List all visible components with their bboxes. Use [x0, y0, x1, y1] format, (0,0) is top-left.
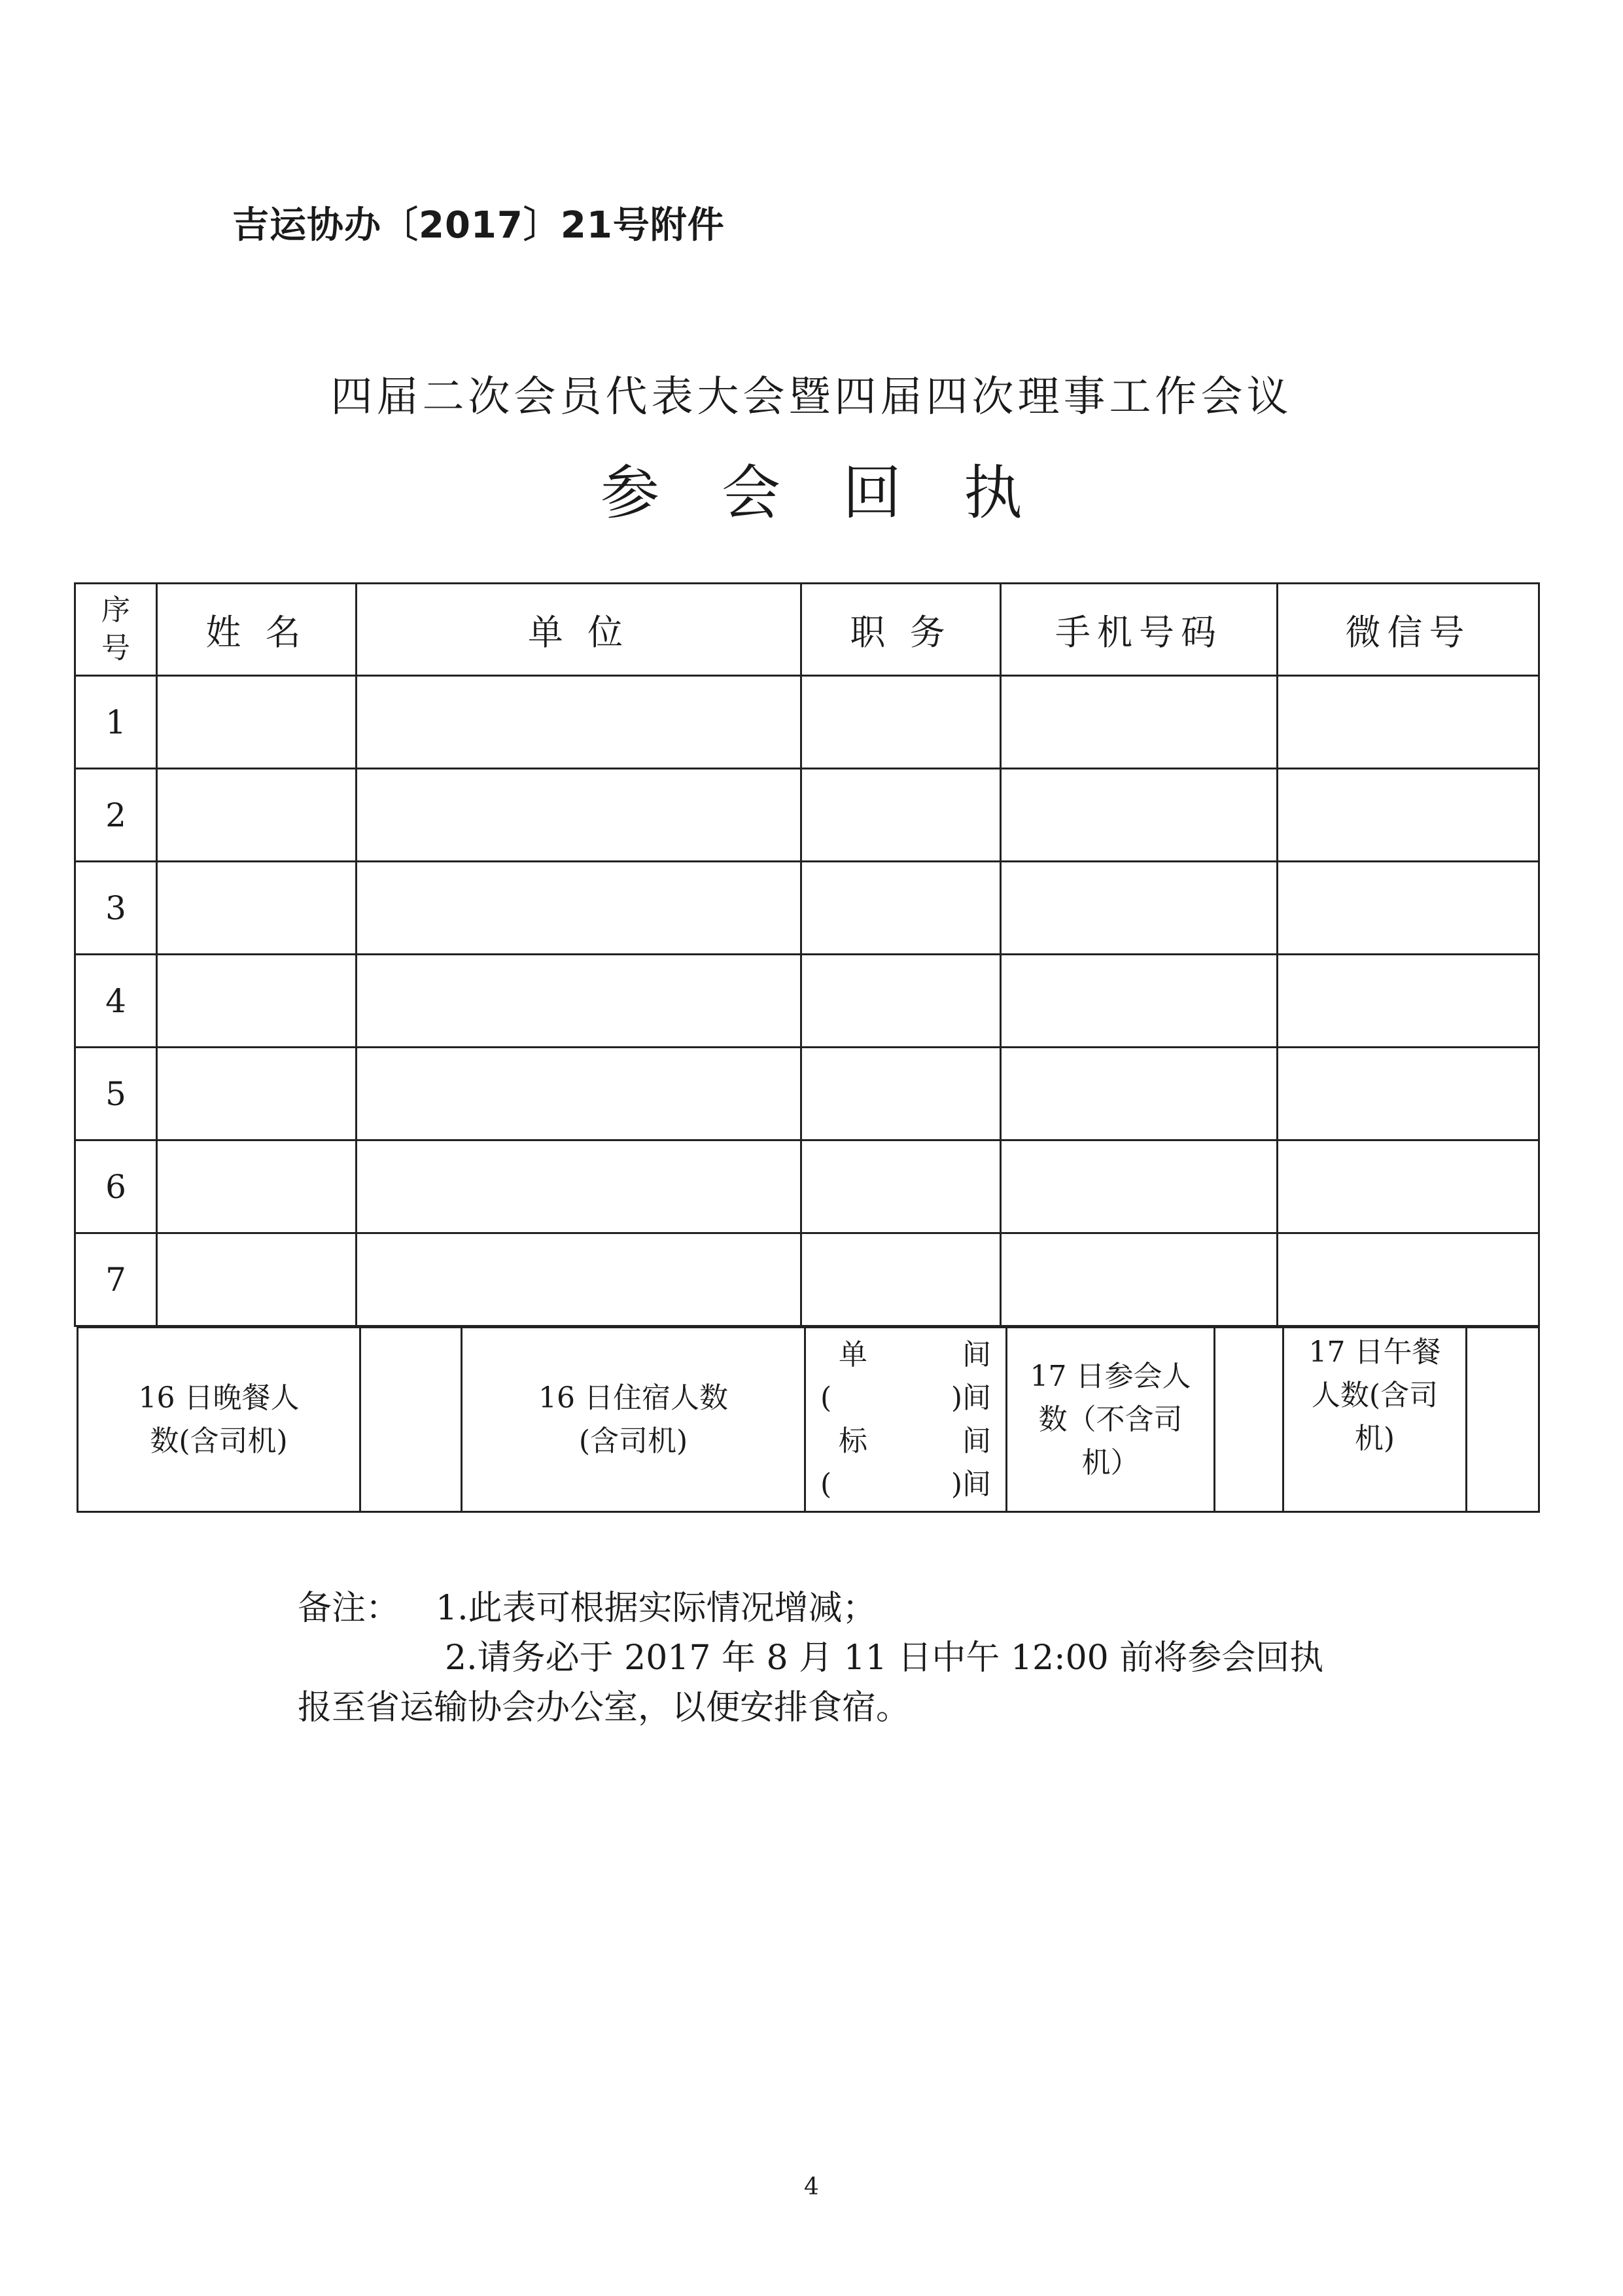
- attend-17-line1: 17 日参会人: [1030, 1359, 1191, 1393]
- table-header-row: [75, 584, 1539, 676]
- wechat-cell[interactable]: [1278, 769, 1539, 862]
- unit-cell[interactable]: [357, 1048, 801, 1140]
- phone-cell[interactable]: [1001, 769, 1278, 862]
- notes-item1: 1.此表可根据实际情况增减；: [436, 1589, 877, 1628]
- page-number: 4: [804, 2174, 819, 2200]
- table-row: [75, 955, 1539, 1048]
- row-number: 7: [75, 1233, 157, 1326]
- row-number: 6: [75, 1140, 157, 1233]
- lunch-17-count-cell[interactable]: [1467, 1328, 1539, 1512]
- dinner-16-line1: 16 日晚餐人: [138, 1381, 300, 1415]
- notes-item2-cont: 报至省运输协会办公室，以便安排食宿。: [298, 1688, 911, 1727]
- attend-17-count-cell[interactable]: [1215, 1328, 1283, 1512]
- header-phone: 手机号码: [1001, 584, 1278, 676]
- summary-row: [78, 1328, 1539, 1512]
- position-cell[interactable]: [801, 955, 1001, 1048]
- row-number: 1: [75, 676, 157, 769]
- unit-cell[interactable]: [357, 1140, 801, 1233]
- lodging-16-line2: (含司机): [578, 1424, 688, 1458]
- table-row: [75, 769, 1539, 862]
- header-seq-bottom: 号: [101, 631, 130, 665]
- room-single-count-row: [806, 1377, 1005, 1420]
- phone-cell[interactable]: [1001, 676, 1278, 769]
- phone-cell[interactable]: [1001, 1140, 1278, 1233]
- room-single-count-a: (: [820, 1381, 832, 1415]
- dinner-16-label: [78, 1328, 360, 1512]
- name-cell[interactable]: [157, 1233, 357, 1326]
- registration-table: [74, 582, 1540, 1327]
- table-row: [75, 1048, 1539, 1140]
- dinner-16-count-cell[interactable]: [360, 1328, 462, 1512]
- document-subtitle: 参会回执: [601, 459, 1085, 527]
- wechat-cell[interactable]: [1278, 955, 1539, 1048]
- table-row: [75, 1140, 1539, 1233]
- wechat-cell[interactable]: [1278, 1048, 1539, 1140]
- name-cell[interactable]: [157, 769, 357, 862]
- name-cell[interactable]: [157, 955, 357, 1048]
- attachment-label: 吉运协办〔2017〕21号附件: [232, 204, 725, 247]
- position-cell[interactable]: [801, 862, 1001, 955]
- wechat-cell[interactable]: [1278, 1140, 1539, 1233]
- row-number: 2: [75, 769, 157, 862]
- row-number: 3: [75, 862, 157, 955]
- room-type-cell[interactable]: [805, 1328, 1007, 1512]
- lodging-16-line1: 16 日住宿人数: [538, 1381, 728, 1415]
- position-cell[interactable]: [801, 676, 1001, 769]
- unit-cell[interactable]: [357, 769, 801, 862]
- header-seq-top: 序: [101, 593, 130, 627]
- header-wechat: 微信号: [1278, 584, 1539, 676]
- attend-17-label: [1007, 1328, 1215, 1512]
- unit-cell[interactable]: [357, 1233, 801, 1326]
- header-name: 姓 名: [157, 584, 357, 676]
- position-cell[interactable]: [801, 1140, 1001, 1233]
- attend-17-line3: 机）: [1081, 1445, 1140, 1479]
- wechat-cell[interactable]: [1278, 676, 1539, 769]
- name-cell[interactable]: [157, 862, 357, 955]
- summary-table: [77, 1326, 1540, 1513]
- name-cell[interactable]: [157, 1048, 357, 1140]
- position-cell[interactable]: [801, 1048, 1001, 1140]
- notes-label: 备注：: [298, 1589, 400, 1628]
- lunch-17-line1: 17 日午餐: [1308, 1335, 1441, 1369]
- position-cell[interactable]: [801, 769, 1001, 862]
- lodging-16-label: [462, 1328, 805, 1512]
- phone-cell[interactable]: [1001, 1233, 1278, 1326]
- room-single-row: [806, 1333, 1005, 1377]
- lunch-17-label: [1283, 1328, 1467, 1512]
- phone-cell[interactable]: [1001, 955, 1278, 1048]
- table-row: [75, 1233, 1539, 1326]
- header-seq: [75, 584, 157, 676]
- unit-cell[interactable]: [357, 862, 801, 955]
- document-title: 四届二次会员代表大会暨四届四次理事工作会议: [330, 373, 1293, 421]
- room-std-row: [806, 1420, 1005, 1463]
- wechat-cell[interactable]: [1278, 1233, 1539, 1326]
- room-std-b: 间: [962, 1424, 991, 1458]
- notes-line1: [298, 1583, 877, 1633]
- phone-cell[interactable]: [1001, 862, 1278, 955]
- name-cell[interactable]: [157, 1140, 357, 1233]
- lunch-17-line2: 人数(含司: [1311, 1379, 1439, 1412]
- phone-cell[interactable]: [1001, 1048, 1278, 1140]
- room-std-count-row: [806, 1463, 1005, 1506]
- unit-cell[interactable]: [357, 955, 801, 1048]
- notes-item2: 2.请务必于 2017 年 8 月 11 日中午 12:00 前将参会回执: [445, 1638, 1324, 1678]
- room-single-a: 单: [839, 1337, 867, 1371]
- row-number: 4: [75, 955, 157, 1048]
- wechat-cell[interactable]: [1278, 862, 1539, 955]
- dinner-16-line2: 数(含司机): [150, 1424, 288, 1458]
- row-number: 5: [75, 1048, 157, 1140]
- attend-17-line2: 数（不含司: [1038, 1402, 1183, 1436]
- room-single-b: 间: [962, 1337, 991, 1371]
- header-position: 职 务: [801, 584, 1001, 676]
- lunch-17-line3: 机): [1354, 1422, 1395, 1455]
- name-cell[interactable]: [157, 676, 357, 769]
- room-std-a: 标: [839, 1424, 867, 1458]
- position-cell[interactable]: [801, 1233, 1001, 1326]
- room-std-count-b: )间: [951, 1467, 991, 1501]
- room-std-count-a: (: [820, 1467, 832, 1501]
- table-row: [75, 676, 1539, 769]
- header-unit: 单 位: [357, 584, 801, 676]
- room-single-count-b: )间: [951, 1381, 991, 1415]
- notes-section: [298, 1583, 1324, 1727]
- table-row: [75, 862, 1539, 955]
- unit-cell[interactable]: [357, 676, 801, 769]
